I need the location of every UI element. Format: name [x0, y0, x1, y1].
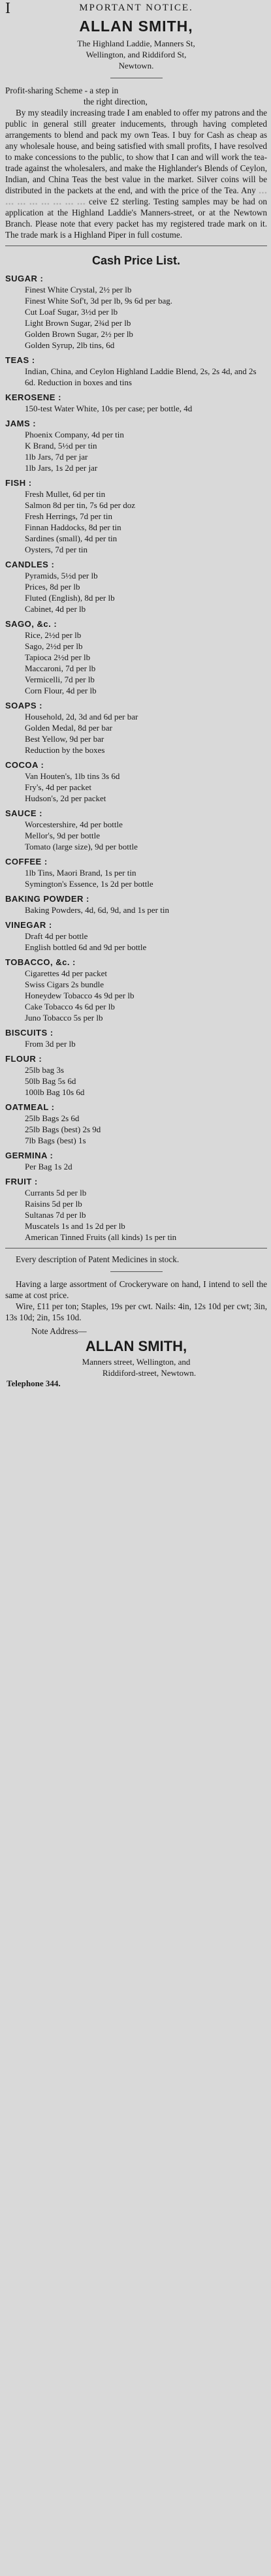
price-item: 1lb Jars, 7d per jar — [25, 452, 88, 462]
notice-title-initial: I — [5, 0, 12, 17]
crockery-note: Having a large assortment of Crockeryware on hand, I intend to sell the same at cost price. — [5, 1279, 267, 1300]
price-item: Reduction by the boxes — [25, 745, 105, 755]
price-item: Household, 2d, 3d and 6d per bar — [25, 712, 138, 722]
price-item: Pyramids, 5½d per lb — [25, 571, 98, 580]
price-item: Worcestershire, 4d per bottle — [25, 819, 123, 829]
price-item: Symington's Essence, 1s 2d per bottle — [25, 879, 153, 889]
price-item: Hudson's, 2d per packet — [25, 793, 106, 803]
price-item: Tapioca 2½d per lb — [25, 652, 91, 662]
price-item: Maccaroni, 7d per lb — [25, 663, 96, 673]
price-category: KEROSENE : — [5, 392, 61, 402]
price-item: Baking Powders, 4d, 6d, 9d, and 1s per tin — [25, 905, 169, 915]
footer-address — [5, 1356, 267, 1378]
address-line-1: The Highland Laddie, Manners St, — [77, 39, 195, 48]
price-category: TOBACCO, &c. : — [5, 957, 76, 967]
price-category: SUGAR : — [5, 274, 44, 283]
price-item: American Tinned Fruits (all kinds) 1s per tin — [25, 1232, 177, 1242]
price-item: Cigarettes 4d per packet — [25, 968, 107, 978]
intro-paragraph — [5, 107, 267, 240]
price-item: Salmon 8d per tin, 7s 6d per doz — [25, 500, 135, 510]
price-item: Sardines (small), 4d per tin — [25, 533, 118, 543]
price-item: Best Yellow, 9d per bar — [25, 734, 104, 744]
price-item: Rice, 2½d per lb — [25, 630, 82, 640]
scheme-line-1: Profit-sharing Scheme - a step in — [5, 86, 119, 95]
price-item: Raisins 5d per lb — [25, 1199, 82, 1209]
price-item: 25lb Bags 2s 6d — [25, 1113, 80, 1123]
price-item: Sultanas 7d per lb — [25, 1210, 86, 1220]
price-category: FRUIT : — [5, 1177, 38, 1186]
price-category: JAMS : — [5, 419, 37, 428]
address-line-2: Wellington, and Riddiford St, — [86, 50, 187, 59]
wire-note: Wire, £11 per ton; Staples, 19s per cwt. Nails: 4in, 12s 10d per cwt; 3in, 13s 10d; 2in, 15s 10d. — [5, 1301, 267, 1322]
price-item: Golden Medal, 8d per bar — [25, 723, 112, 733]
price-item: Corn Flour, 4d per lb — [25, 686, 97, 695]
price-category: OATMEAL : — [5, 1102, 55, 1112]
scheme-line — [5, 85, 267, 107]
price-item: K Brand, 5½d per tin — [25, 441, 97, 451]
price-list — [5, 273, 267, 1243]
price-item: Vermicelli, 7d per lb — [25, 675, 95, 684]
price-category: GERMINA : — [5, 1151, 54, 1160]
merchant-address — [5, 38, 267, 71]
price-item: Cabinet, 4d per lb — [25, 604, 86, 614]
price-category: BISCUITS : — [5, 1028, 54, 1038]
price-item: Oysters, 7d per tin — [25, 545, 88, 554]
note-address: Note Address— — [31, 1326, 87, 1336]
price-item: 25lb Bags (best) 2s 9d — [25, 1124, 101, 1134]
price-item: Sago, 2½d per lb — [25, 641, 83, 651]
footer-address-line-1: Manners street, Wellington, and — [82, 1357, 191, 1367]
price-item: Draft 4d per bottle — [25, 931, 88, 941]
price-item: Prices, 8d per lb — [25, 582, 80, 592]
price-item: Swiss Cigars 2s bundle — [25, 979, 104, 989]
price-item: Light Brown Sugar, 2¾d per lb — [25, 318, 131, 328]
price-item: 150-test Water White, 10s per case; per bottle, 4d — [25, 404, 193, 413]
price-item: Fluted (English), 8d per lb — [25, 593, 115, 603]
price-item: Golden Syrup, 2lb tins, 6d — [25, 340, 115, 350]
notice-title — [5, 0, 267, 17]
price-item: 50lb Bag 5s 6d — [25, 1076, 76, 1086]
price-item: English bottled 6d and 9d per bottle — [25, 942, 147, 952]
price-item: Mellor's, 9d per bottle — [25, 831, 100, 840]
footer-merchant-name: ALLAN SMITH, — [85, 1338, 187, 1354]
price-list-title: Cash Price List. — [91, 254, 181, 267]
price-item: Honeydew Tobacco 4s 9d per lb — [25, 991, 135, 1000]
intro-body-2: ceive £2 sterling. Testing samples may be had on application at the Highland Laddie's Manners-street, or at the Newtown Branch. Please note that every packet has my registered trade mark on it. The trade mark is a Highland Piper in full costume. — [5, 197, 267, 240]
footer-address-line-2: Riddiford-street, Newtown. — [102, 1368, 197, 1378]
price-item: 25lb bag 3s — [25, 1065, 64, 1075]
price-item: Golden Brown Sugar, 2½ per lb — [25, 329, 133, 339]
price-item: Finnan Haddocks, 8d per tin — [25, 522, 121, 532]
price-category: CANDLES : — [5, 560, 55, 569]
price-category: FLOUR : — [5, 1054, 42, 1064]
price-item: Fresh Herrings, 7d per tin — [25, 511, 112, 521]
price-item: 1lb Jars, 1s 2d per jar — [25, 463, 98, 473]
price-item: Finest White Sof't, 3d per lb, 9s 6d per bag. — [25, 296, 172, 306]
scheme-line-2: the right direction, — [84, 97, 148, 106]
price-item: Fresh Mullet, 6d per tin — [25, 489, 106, 499]
price-category: COFFEE : — [5, 857, 48, 867]
intro-body: By my steadily increasing trade I am enabled to offer my patrons and the public in general still greater inducements, through having completed arrangements to blend and pack my own Teas. I buy for Cash as cheap as any wholesale house, and being satisfied with small profits, I have resolved to make concessions to the public, to show that I can and will work the tea-trade against the wholesalers, and make the Highlander's Blends of Ceylon, Indian, and China Teas the best value in the market. Silver coins will be distributed in the packets at the end, and with the price of the Tea. Any — [5, 108, 267, 195]
price-category: COCOA : — [5, 760, 44, 770]
price-item: Indian, China, and Ceylon Highland Laddie Blend, 2s, 2s 4d, and 2s 6d. Reduction in boxes and tins — [25, 366, 257, 387]
price-category: SAGO, &c. : — [5, 619, 57, 629]
price-item: Cake Tobacco 4s 6d per lb — [25, 1002, 115, 1011]
price-category: BAKING POWDER : — [5, 894, 89, 904]
price-item: 100lb Bag 10s 6d — [25, 1087, 85, 1097]
intro-smudged: … … … … … … … … — [5, 185, 267, 206]
divider — [110, 1271, 163, 1272]
price-category: VINEGAR : — [5, 920, 52, 930]
price-item: Van Houten's, 1lb tins 3s 6d — [25, 771, 120, 781]
price-item: Currants 5d per lb — [25, 1188, 87, 1198]
price-item: Tomato (large size), 9d per bottle — [25, 842, 138, 851]
price-category: FISH : — [5, 478, 32, 488]
patent-medicines-note: Every description of Patent Medicines in stock. — [16, 1254, 180, 1264]
price-item: Fry's, 4d per packet — [25, 782, 91, 792]
price-item: Juno Tobacco 5s per lb — [25, 1013, 103, 1023]
price-item: Finest White Crystal, 2½ per lb — [25, 285, 132, 294]
price-item: Per Bag 1s 2d — [25, 1162, 72, 1171]
price-category: TEAS : — [5, 355, 35, 365]
telephone: Telephone 344. — [7, 1378, 61, 1388]
price-item: 1lb Tins, Maori Brand, 1s per tin — [25, 868, 136, 878]
address-line-3: Newtown. — [118, 61, 154, 71]
notice-title-text: MPORTANT NOTICE. — [79, 3, 193, 13]
price-category: SOAPS : — [5, 701, 42, 710]
price-item: From 3d per lb — [25, 1039, 76, 1049]
merchant-name: ALLAN SMITH, — [79, 18, 193, 35]
price-item: 7lb Bags (best) 1s — [25, 1136, 86, 1145]
price-item: Phoenix Company, 4d per tin — [25, 430, 124, 439]
newspaper-column — [5, 0, 267, 1389]
price-category: SAUCE : — [5, 808, 42, 818]
price-item: Muscatels 1s and 1s 2d per lb — [25, 1221, 125, 1231]
price-item: Cut Loaf Sugar, 3½d per lb — [25, 307, 118, 317]
